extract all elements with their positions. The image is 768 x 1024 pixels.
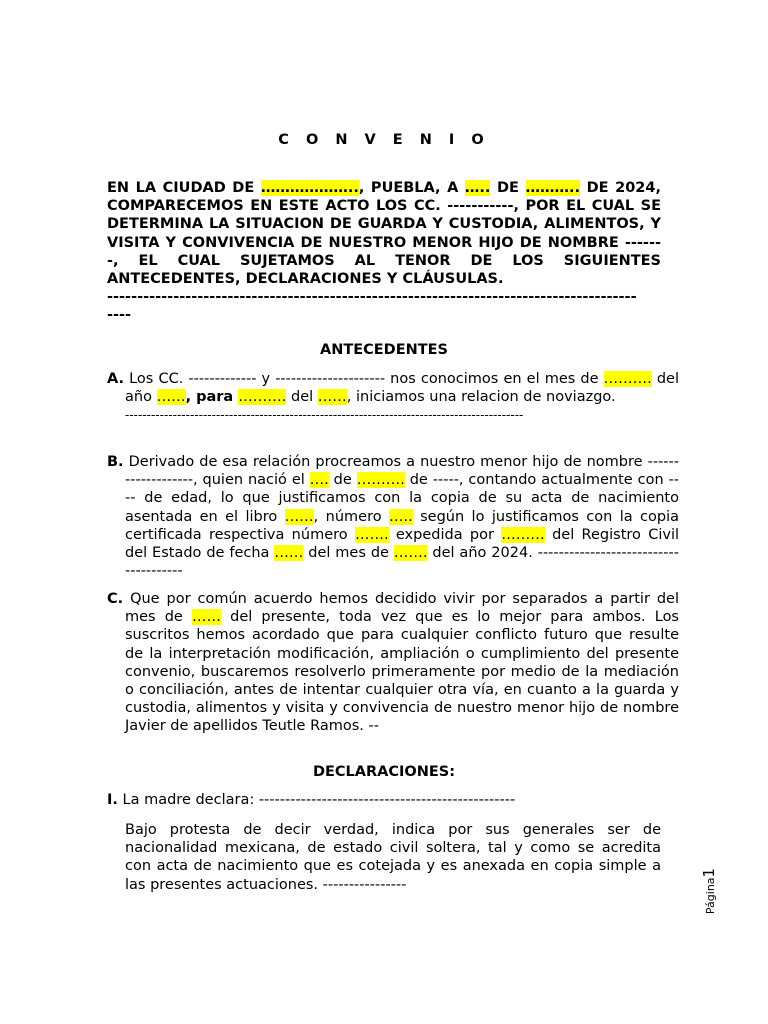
item-text: La madre declara: ------------------------------------------------- [117,792,516,808]
blank-field: ……… [501,526,545,543]
intro-text: EN LA CIUDAD DE [107,180,261,196]
item-text: , número [313,508,389,525]
blank-field: ……. [354,526,389,543]
blank-field: …. [309,472,329,489]
intro-paragraph [107,179,661,325]
blank-day: ….. [464,180,491,196]
item-text: expedida por [388,526,502,543]
dash-line: ---------------------------------------------------------------------------------------- [107,289,637,306]
item-text: del año [125,371,680,406]
item-text: Derivado de esa relación procreamos a nuestro menor hijo de nombre -------------------, quien nació el [123,454,679,489]
item-text: Los CC. ------------- y --------------------- nos conocimos en el mes de [124,371,604,387]
page-number-rotated [700,868,718,914]
item-text: , para [185,389,239,406]
item-label: A. [107,371,124,387]
blank-field: …… [317,389,347,406]
blank-field: ………. [356,472,405,489]
antecedentes-heading: ANTECEDENTES [319,342,448,358]
item-label: B. [107,454,124,470]
blank-field: …… [274,545,304,562]
item-text: según lo justificamos con la copia certificada respectiva número [125,508,679,543]
page-word: Página [704,877,718,915]
blank-month: ……….. [525,180,581,196]
item-label: I. [107,792,118,808]
declaracion-i [107,791,661,809]
dash-line: ---- [107,307,132,324]
item-text: del mes de [303,545,394,562]
dash-line: -------------------------------------------------------------------------------------------- [125,408,524,423]
blank-field: ….. [388,508,413,525]
intro-text: , PUEBLA, A [358,180,465,196]
item-text: del presente, toda vez que es lo mejor para ambos. Los suscritos hemos acordado que para cualquier conflicto futuro que resulte de la interpretación modificación, ampliación o cumplimiento del presente convenio, buscaremos resolverlo primeramente por medio de la mediación o conciliación, antes de intentar cualquier otra vía, en cuanto a la guarda y custodia, alimentos y visita y convivencia de nuestro menor hijo de nombre Javier de apellidos Teutle Ramos. -- [125,609,679,735]
blank-field: ………. [238,389,287,406]
item-text: del año 2024. -------------------------------------- [125,545,679,580]
item-label: C. [107,591,124,607]
item-text: , iniciamos una relacion de noviazgo. [346,389,616,406]
antecedente-a [107,370,679,425]
item-text: de [328,472,357,489]
declaracion-i-paragraph: Bajo protesta de decir verdad, indica por sus generales ser de nacionalidad mexicana, de estado civil soltera, tal y como se acredita con acta de nacimiento que es cotejada y es anexada en copia simple a las presentes actuaciones. ---------------- [125,822,661,893]
antecedente-b [107,453,679,580]
blank-field: …… [284,508,314,525]
item-text: de -----, contando actualmente con ---- de edad, lo que justificamos con la copia de su acta de nacimiento asentada en el libro [125,472,679,525]
item-text: Que por común acuerdo hemos decidido vivir por separados a partir del mes de [123,591,679,626]
blank-field: ………. [603,371,652,387]
declaraciones-heading: DECLARACIONES: [312,764,456,780]
page-number: 1 [700,867,719,878]
blank-field: ……. [393,545,428,562]
page-number-footer [700,868,720,918]
intro-text: DE 2024, COMPARECEMOS EN ESTE ACTO LOS CC. -----------, POR EL CUAL SE DETERMINA LA SITUACION DE GUARDA Y CUSTODIA, ALIMENTOS, Y VISITA Y CONVIVENCIA DE NUESTRO MENOR HIJO DE NOMBRE -------, EL CUAL SUJETAMOS AL TENOR DE LOS SIGUIENTES ANTECEDENTES, DECLARACIONES Y CLÁUSULAS. [107,180,661,288]
blank-city: ……………….. [260,180,359,196]
antecedente-c [107,590,679,736]
blank-field: …… [191,609,221,626]
intro-text: DE [490,180,526,196]
item-text: del Registro Civil del Estado de fecha [125,526,680,562]
blank-field: …… [156,389,186,406]
document-title: C O N V E N I O [278,132,490,148]
item-text: del [286,389,318,406]
